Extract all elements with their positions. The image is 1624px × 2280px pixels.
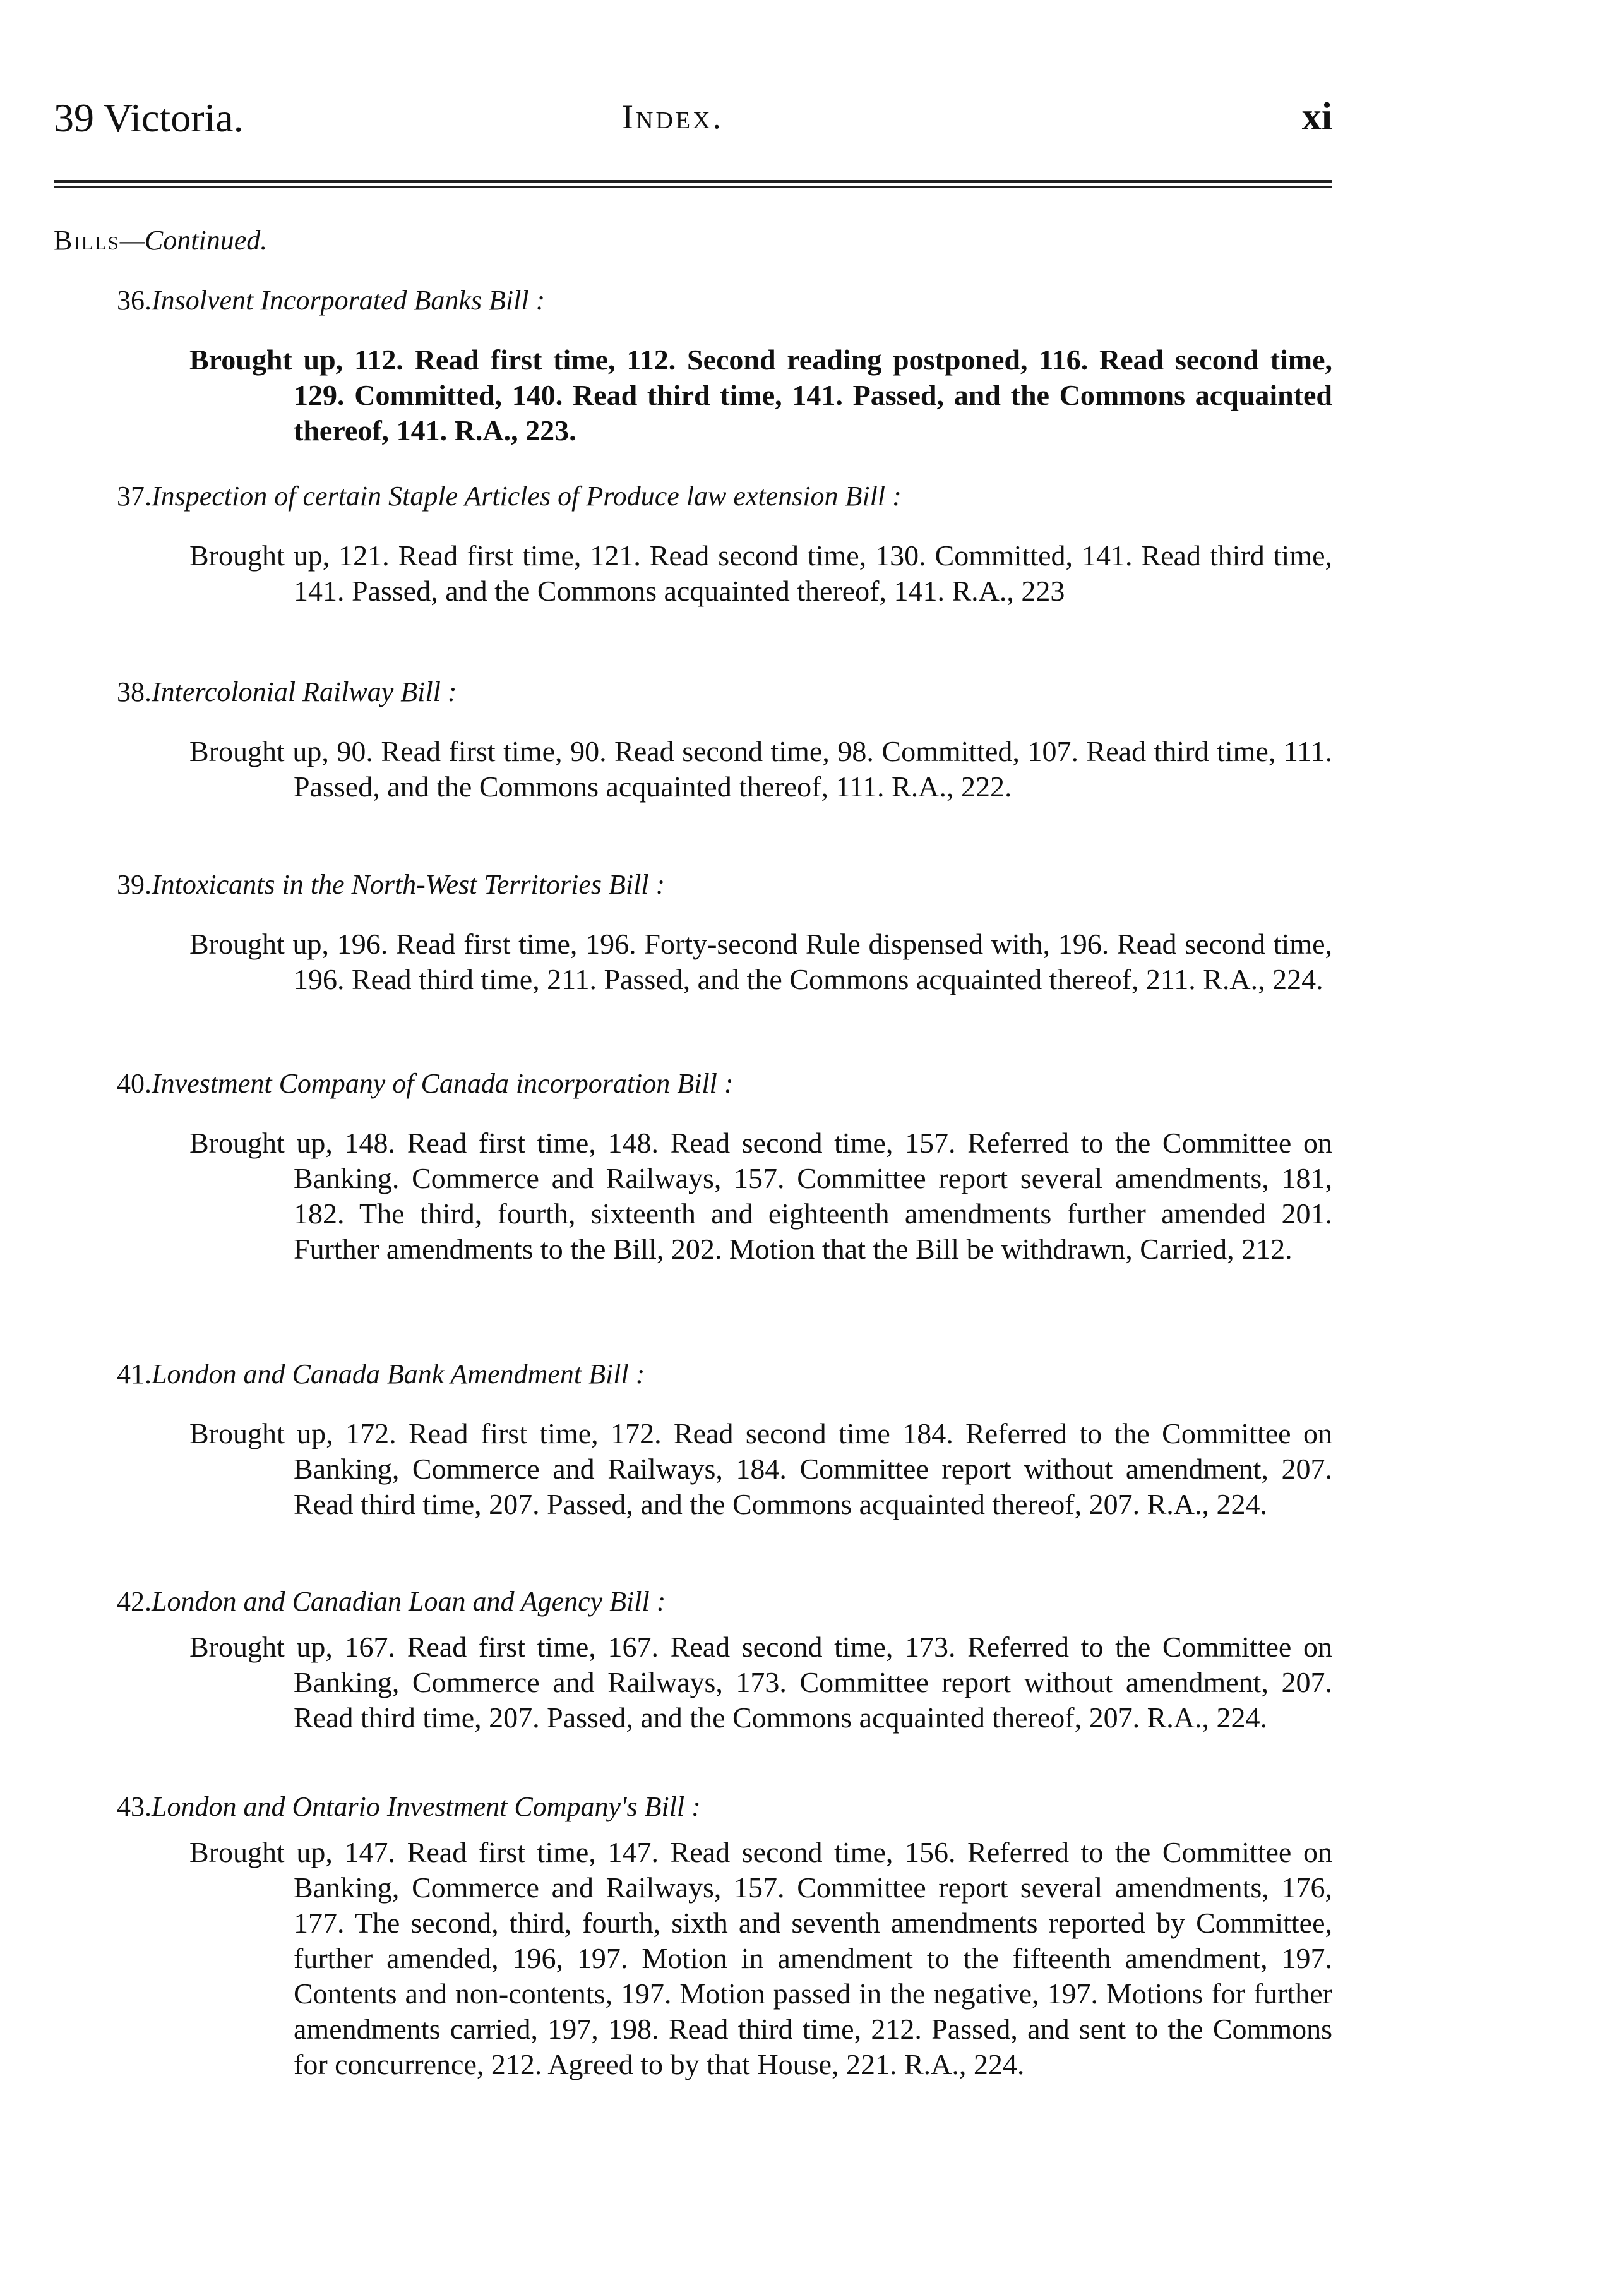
section-heading xyxy=(54,224,267,256)
bill-name: London and Canada Bank Amendment Bill : xyxy=(152,1359,645,1389)
page-number: xi xyxy=(1301,95,1332,138)
bill-name: Inspection of certain Staple Articles of Produce law extension Bill : xyxy=(152,481,902,512)
bill-entry-title xyxy=(117,676,457,708)
bill-entry-title xyxy=(117,868,665,901)
bill-name: Intercolonial Railway Bill : xyxy=(152,676,457,707)
session-label: 39 Victoria. xyxy=(54,95,244,140)
bill-proceedings: Brought up, 167. Read first time, 167. Read second time, 173. Referred to the Committee on Banking, Commerce and Railways, 173. Committee report without amendment, 207. Read third time, 207. Passed, and the Commons acquainted thereof, 207. R.A., 224. xyxy=(189,1631,1332,1734)
section-continued: —Continued. xyxy=(119,225,268,256)
bill-entry-title xyxy=(117,1067,733,1100)
bill-number: 42. xyxy=(117,1586,152,1617)
bill-entry-title xyxy=(117,1358,645,1390)
bill-name: Insolvent Incorporated Banks Bill : xyxy=(152,285,546,316)
bill-proceedings: Brought up, 148. Read first time, 148. Read second time, 157. Referred to the Committee on Banking. Commerce and Railways, 157. Committee report several amendments, 181, 182. The third, fourth, sixteenth and eighteenth amendments further amended 201. Further amendments to the Bill, 202. Motion that the Bill be withdrawn, Carried, 212. xyxy=(189,1127,1332,1265)
header-rule-line-bottom xyxy=(54,186,1332,188)
bill-number: 39. xyxy=(117,869,152,900)
bill-name: Investment Company of Canada incorporation Bill : xyxy=(152,1068,734,1099)
bill-proceedings: Brought up, 112. Read first time, 112. Second reading postponed, 116. Read second time, 129. Committed, 140. Read third time, 141. Passed, and the Commons acquainted thereof, 141. R.A., 223. xyxy=(189,344,1332,447)
bill-entry-title xyxy=(117,284,545,316)
bill-number: 41. xyxy=(117,1359,152,1389)
bill-entry-title xyxy=(117,480,902,512)
header-rule xyxy=(54,180,1332,189)
bill-proceedings: Brought up, 147. Read first time, 147. Read second time, 156. Referred to the Committee on Banking, Commerce and Railways, 157. Committee report several amendments, 176, 177. The second, third, fourth, sixth and seventh amendments reported by Committee, further amended, 196, 197. Motion in amendment to the fifteenth amendment, 197. Contents and non-contents, 197. Motion passed in the negative, 197. Motions for further amendments carried, 197, 198. Read third time, 212. Passed, and sent to the Commons for concurrence, 212. Agreed to by that House, 221. R.A., 224. xyxy=(189,1836,1332,2080)
header-rule-line-top xyxy=(54,180,1332,183)
bill-number: 38. xyxy=(117,676,152,707)
bill-proceedings: Brought up, 121. Read first time, 121. Read second time, 130. Committed, 141. Read third time, 141. Passed, and the Commons acquainted thereof, 141. R.A., 223 xyxy=(189,539,1332,607)
bill-proceedings: Brought up, 90. Read first time, 90. Read second time, 98. Committed, 107. Read third time, 111. Passed, and the Commons acquainted thereof, 111. R.A., 222. xyxy=(189,735,1332,803)
bill-proceedings: Brought up, 172. Read first time, 172. Read second time 184. Referred to the Committee on Banking, Commerce and Railways, 184. Committee report without amendment, 207. Read third time, 207. Passed, and the Commons acquainted thereof, 207. R.A., 224. xyxy=(189,1417,1332,1520)
bill-number: 40. xyxy=(117,1068,152,1099)
page-title: Index. xyxy=(622,98,724,136)
bill-name: Intoxicants in the North-West Territories Bill : xyxy=(152,869,666,900)
bill-number: 43. xyxy=(117,1791,152,1822)
bill-entry-title xyxy=(117,1585,666,1617)
bill-number: 36. xyxy=(117,285,152,316)
bill-name: London and Ontario Investment Company's Bill : xyxy=(152,1791,701,1822)
bill-proceedings: Brought up, 196. Read first time, 196. Forty-second Rule dispensed with, 196. Read second time, 196. Read third time, 211. Passed, and the Commons acquainted thereof, 211. R.A., 224. xyxy=(189,928,1332,995)
bill-number: 37. xyxy=(117,481,152,512)
bill-name: London and Canadian Loan and Agency Bill : xyxy=(152,1586,666,1617)
bill-entry-title xyxy=(117,1791,701,1823)
section-label: Bills xyxy=(54,225,120,256)
page-header xyxy=(54,95,1332,152)
